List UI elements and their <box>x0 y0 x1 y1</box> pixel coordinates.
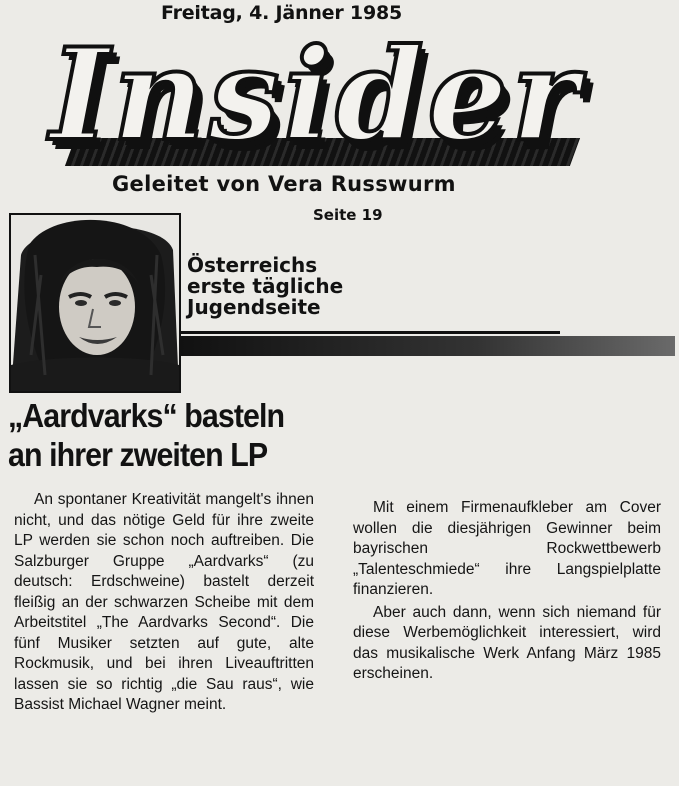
insider-logo: Insider <box>50 21 582 169</box>
tagline <box>187 255 343 318</box>
page-reference: Seite 19 <box>313 206 383 224</box>
author-photo <box>9 213 181 393</box>
article-paragraph: Mit einem Firmenaufkleber am Cover wollen die diesjährigen Gewinner beim bayrischen Rockwettbewerb „Talenteschmiede“ ihre Langspielplatte finanzieren. <box>353 499 661 598</box>
headline-line: „Aardvarks“ basteln <box>8 397 285 434</box>
byline: Geleitet von Vera Russwurm <box>112 172 456 196</box>
tagline-line: erste tägliche <box>187 274 344 298</box>
headline-line: an ihrer zweiten LP <box>8 436 268 473</box>
tagline-line: Jugendseite <box>187 295 321 319</box>
portrait-image <box>11 215 179 391</box>
dateline: Freitag, 4. Jänner 1985 <box>161 2 403 24</box>
article-column-right <box>353 498 661 685</box>
masthead <box>30 20 640 180</box>
tagline-line: Österreichs <box>187 253 318 277</box>
article-paragraph: Aber auch dann, wenn sich niemand für diese Werbemöglichkeit interessiert, wird das musikalische Werk Anfang März 1985 erscheinen. <box>353 603 661 682</box>
article-column-left <box>14 490 314 716</box>
article-headline <box>8 396 321 474</box>
divider-band <box>180 336 675 356</box>
article-paragraph: An spontaner Kreativität mangelt's ihnen nicht, und das nötige Geld für ihre zweite LP werden sie schon noch auftreiben. Die Salzburger Gruppe „Aardvarks“ (zu deutsch: Erdschweine) bastelt derzeit fleißig an der schwarzen Scheibe mit dem Arbeitstitel „The Aardvarks Second“. Die fünf Musiker setzten auf gute, alte Rockmusik, und bei ihren Liveauftritten lassen sie so richtig „die Sau raus“, wie Bassist Michael Wagner meint. <box>14 491 314 713</box>
divider-rule <box>180 331 560 334</box>
